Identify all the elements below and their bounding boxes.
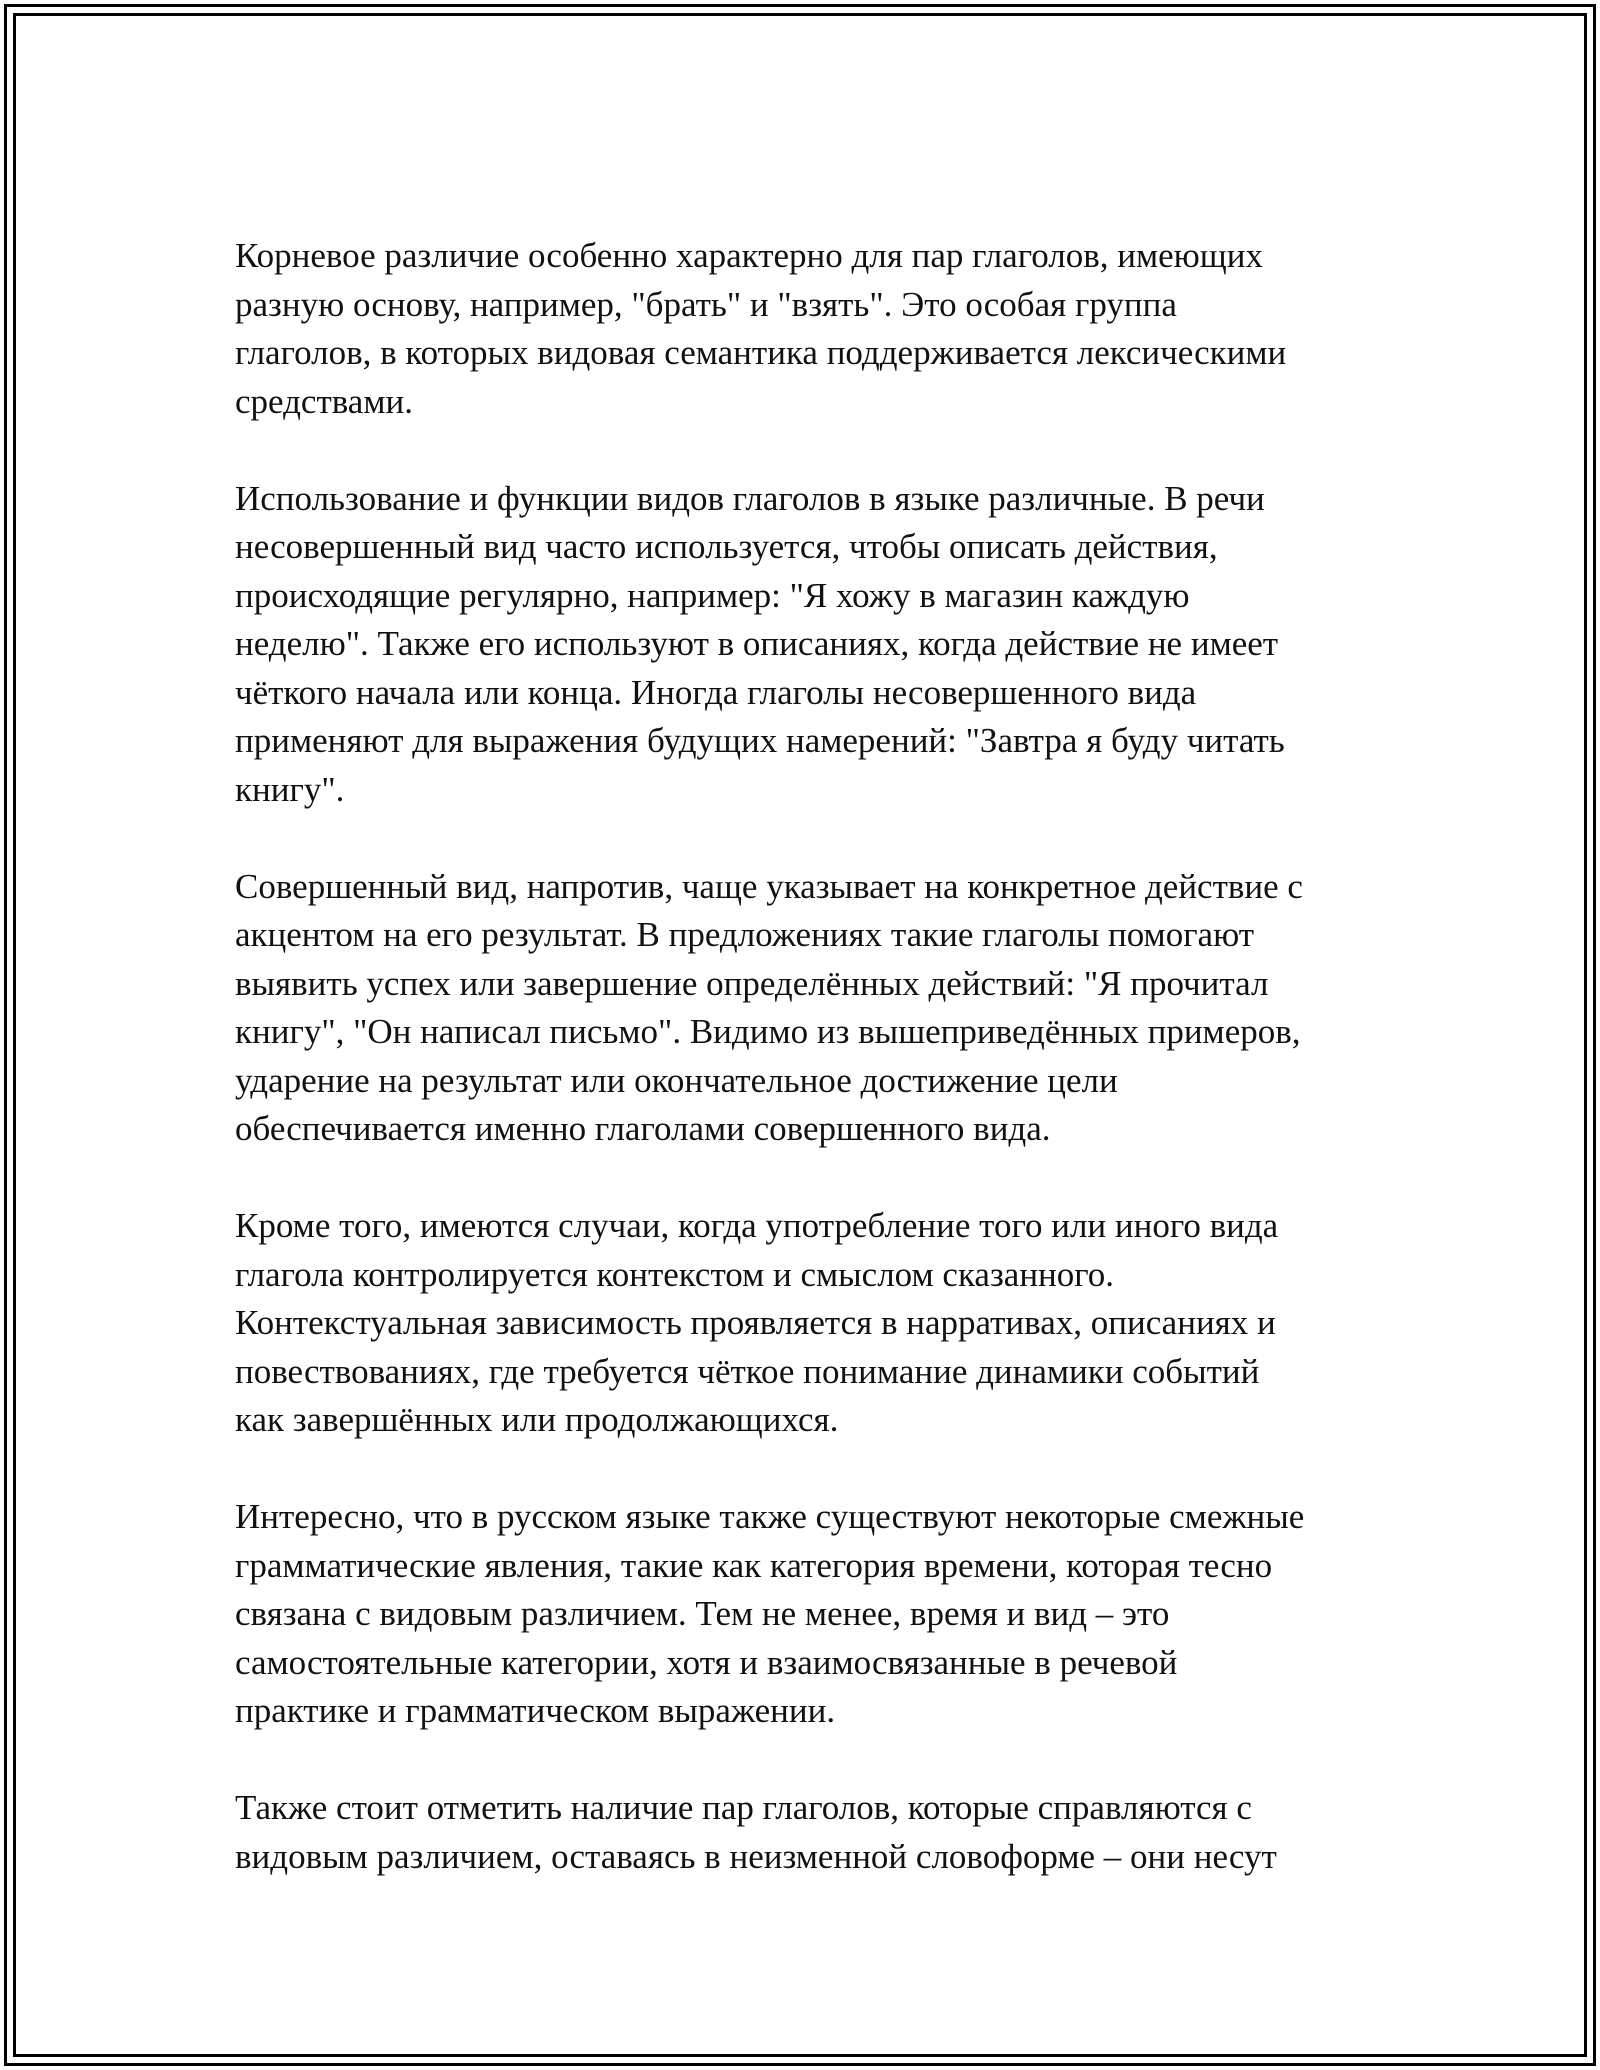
paragraph-tense-and-aspect: Интересно, что в русском языке также существуют некоторые смежные грамматические явления, такие как категория времени, которая тесно связана с видовым различием. Тем не менее, время и вид – это самостоятельные категории, хотя и взаимосвязанные в речевой практике и грамматическом выражении.: [235, 1497, 1305, 1730]
paragraph-root-difference: Корневое различие особенно характерно для пар глаголов, имеющих разную основу, например, "брать" и "взять". Это особая группа глаголов, в которых видовая семантика поддерживается лексическими средствами.: [235, 236, 1287, 421]
paragraph-imperfective-use: Использование и функции видов глаголов в языке различные. В речи несовершенный вид часто используется, чтобы описать действия, происходящие регулярно, например: "Я хожу в магазин каждую неделю". Также его используют в описаниях, когда действие не имеет чёткого начала или конца. Иногда глаголы несовершенного вида применяют для выражения будущих намерений: "Завтра я буду читать книгу".: [235, 478, 1285, 809]
paragraph-unchanged-wordforms: Также стоит отметить наличие пар глаголов, которые справляются с видовым различием, оставаясь в неизменной словоформе – они несут: [235, 1788, 1277, 1876]
paragraph-context-dependency: Кроме того, имеются случаи, когда употребление того или иного вида глагола контролируется контекстом и смыслом сказанного. Контекстуальная зависимость проявляется в нарративах, описаниях и повествованиях, где требуется чёткое понимание динамики событий как завершённых или продолжающихся.: [235, 1206, 1279, 1439]
paragraph-perfective-use: Совершенный вид, напротив, чаще указывает на конкретное действие с акцентом на его результат. В предложениях такие глаголы помогают выявить успех или завершение определённых действий: "Я прочитал книгу", "Он написал письмо". Видимо из вышеприведённых примеров, ударение на результат или окончательное достижение цели обеспечивается именно глаголами совершенного вида.: [235, 866, 1303, 1148]
document-body: [235, 232, 1380, 1881]
